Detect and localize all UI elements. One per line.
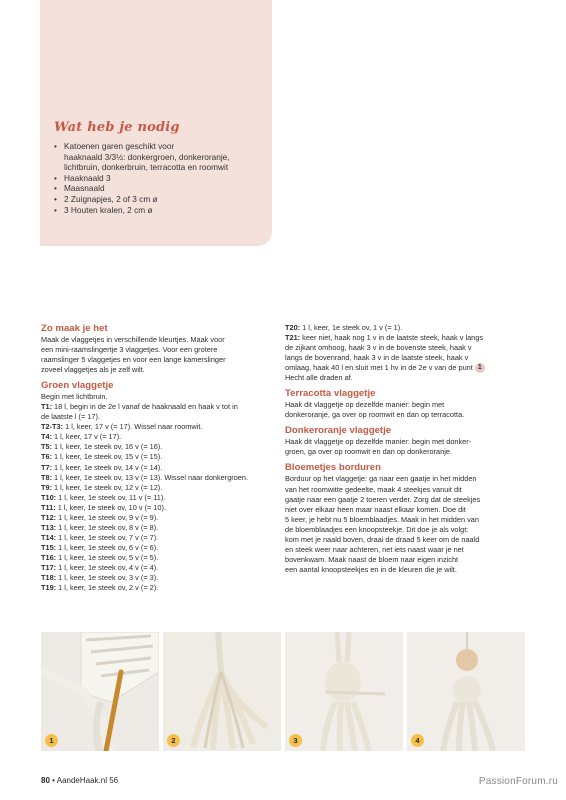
row-label: T5: [41, 442, 53, 452]
donkeroranje-line: Haak dit vlaggetje op dezelfde manier: begin met donker- [285, 437, 472, 447]
row-text: langs de bovenrand, haak 3 v in de laatste steek, haak v [285, 353, 469, 363]
intro-line: een mini-raamslingertje 3 vlaggetjes. Voor een grotere [41, 345, 218, 355]
green-start: Begin met lichtbruin. [41, 392, 108, 402]
bloem-line: van het roomwitte gedeelte, maak 4 steekjes vanuit dit [285, 484, 462, 494]
step-photo-2 [163, 632, 281, 751]
pattern-row [41, 563, 275, 573]
bead-tassel-photo [407, 632, 525, 751]
footer-bullet: • [52, 776, 55, 785]
green-heading: Groen vlaggetje [41, 380, 114, 392]
row-label: T12: [41, 512, 57, 522]
row-text: 1 l, keer, 1e steek ov, 16 v (= 16). [52, 442, 163, 452]
list-item: • Katoenen garen geschikt voor [52, 141, 267, 152]
list-item: • Maasnaald [52, 183, 267, 194]
step-number: 3 [289, 734, 302, 747]
list-item: • Haaknaald 3 [52, 173, 267, 184]
pattern-row [41, 583, 275, 593]
row-label: T6: [41, 452, 53, 462]
row-text: 1 l, keer, 1e steek ov, 4 v (= 4). [56, 562, 159, 572]
pattern-row [41, 432, 275, 442]
row-text: 1 l, keer, 1e steek ov, 13 v (= 13). Wissel naar donkergroen. [52, 472, 249, 482]
row-label: T17: [41, 562, 57, 572]
tassel-wrap-photo [285, 632, 403, 751]
materials-list [52, 141, 267, 215]
green-rows [41, 402, 275, 593]
left-column [41, 323, 275, 593]
pattern-row [41, 422, 275, 432]
row-label: T2-T3: [41, 422, 64, 432]
bloem-line: gaatje naar een gaatje 2 toeren verder. Zorg dat de steekjes [285, 494, 481, 504]
intro-line: Maak de vlaggetjes in verschillende kleurtjes. Maak voor [41, 335, 225, 344]
row-text: omlaag, haak 40 l en sluit met 1 hv in de 2e v van de punt [285, 363, 473, 373]
list-item-text: lichtbruin, donkerbruin, terracotta en roomwit [64, 162, 229, 173]
bloem-heading: Bloemetjes borduren [285, 462, 381, 474]
row-label: T18: [41, 573, 57, 583]
list-item-continued [52, 152, 267, 163]
row-label: T13: [41, 522, 57, 532]
pattern-row [41, 402, 275, 412]
row-text: 1 l, keer, 1e steek ov, 10 v (= 10). [55, 502, 166, 512]
row-label: T10: [41, 492, 57, 502]
row-label: T19: [41, 583, 57, 593]
intro-line: raamslinger 5 vlaggetjes en voor een lange kamerslinger [41, 355, 226, 365]
row-label: T11: [41, 502, 56, 512]
row-text-with-badge [285, 363, 525, 373]
row-label: T8: [41, 472, 53, 482]
row-label: T14: [41, 532, 57, 542]
bloem-line: 5 keer, je hebt nu 5 bloemblaadjes. Maak in het midden van [285, 514, 479, 524]
list-item: • 2 Zuignapjes, 2 of 3 cm ø [52, 194, 267, 205]
row-text: 1 l, keer, 17 v (= 17). Wissel naar roomwit. [63, 422, 203, 432]
step-photos [41, 632, 527, 751]
bloem-line: bovenkwam. Maak naast de bloem naar eigen inzicht [285, 554, 459, 564]
row-t20 [285, 323, 525, 333]
page-footer [41, 776, 118, 785]
step-photo-3 [285, 632, 403, 751]
row-text: 1 l, keer, 1e steek ov, 8 v (= 8). [56, 522, 159, 532]
page-number: 80 [41, 776, 50, 785]
row-text: de laatste l (= 17). [41, 412, 100, 422]
row-text: 1 l, keer, 1e steek ov, 14 v (= 14). [52, 462, 163, 472]
bloem-line: Borduur op het vlaggetje: ga naar een gaatje in het midden [285, 474, 477, 484]
bloem-line: een aantal knoopsteekjes en in de kleuren die je wilt. [285, 564, 457, 574]
step-badge: 1 [475, 363, 485, 373]
row-text: de zijkant omhoog, haak 3 v in de bovenste steek, haak v [285, 343, 472, 353]
row-text: 18 l, begin in de 2e l vanaf de haaknaald en haak v tot in [52, 402, 238, 412]
row-text: 1 l, keer, 1e steek ov, 11 v (= 11). [56, 492, 166, 502]
intro-line: zoveel vlaggetjes als je zelf wilt. [41, 365, 145, 375]
row-label: T21: [285, 333, 301, 343]
list-item-text: haaknaald 3/3½: donkergroen, donkeroranje, [64, 151, 230, 162]
bloem-line: de bloemblaadjes een knoopsteekje. Dit doe je als volgt: [285, 524, 469, 534]
watermark: PassionForum.ru [478, 776, 558, 787]
bloem-line: en steek weer naar achteren, net iets naast waar je net [285, 544, 464, 554]
pattern-row [41, 442, 275, 452]
donkeroranje-heading: Donkeroranje vlaggetje [285, 425, 392, 437]
pattern-row [41, 473, 275, 483]
step-number: 4 [411, 734, 424, 747]
step-number: 1 [45, 734, 58, 747]
step-photo-1 [41, 632, 159, 751]
pattern-row [41, 513, 275, 523]
bloem-line: niet over elkaar heen maar naast elkaar komen. Doe dit [285, 504, 466, 514]
row-label: T20: [285, 323, 301, 332]
bloem-line: kom met je naald boven, draai de draad 5 keer om de naald [285, 534, 480, 544]
pattern-row [41, 543, 275, 553]
row-label: T16: [41, 552, 57, 562]
intro-heading: Zo maak je het [41, 323, 108, 334]
footer-source: AandeHaak.nl 56 [56, 776, 119, 785]
row-text: 1 l, keer, 1e steek ov, 9 v (= 9). [56, 512, 159, 522]
row-label: T4: [41, 432, 53, 442]
row-text: 1 l, keer, 17 v (= 17). [52, 432, 122, 442]
pattern-row [41, 452, 275, 462]
row-text: 1 l, keer, 1e steek ov, 6 v (= 6). [56, 542, 159, 552]
materials-title: Wat heb je nodig [54, 120, 180, 135]
row-text: Hecht alle draden af. [285, 373, 353, 383]
step-photo-4 [407, 632, 525, 751]
pattern-row [41, 463, 275, 473]
step-number: 2 [167, 734, 180, 747]
terracotta-heading: Terracotta vlaggetje [285, 388, 376, 400]
row-text: 1 l, keer, 1e steek ov, 5 v (= 5). [56, 552, 159, 562]
row-label: T1: [41, 402, 53, 412]
row-label: T9: [41, 482, 53, 492]
right-column [285, 323, 525, 575]
row-text: 1 l, keer, 1e steek ov, 12 v (= 12). [52, 482, 163, 492]
row-text: keer niet, haak nog 1 v in de laatste steek, haak v langs [300, 333, 484, 343]
pattern-row [41, 493, 275, 503]
pattern-row [41, 573, 275, 583]
row-text: 1 l, keer, 1e steek ov, 15 v (= 15). [52, 452, 163, 462]
crochet-hook-photo [41, 632, 159, 751]
row-label: T7: [41, 462, 53, 472]
pattern-row [41, 503, 275, 513]
row-text: 1 l, keer, 1e steek ov, 7 v (= 7). [56, 532, 159, 542]
row-text: 1 l, keer, 1e steek ov, 3 v (= 3). [56, 573, 159, 583]
pattern-row [41, 412, 275, 422]
terracotta-line: donkeroranje, ga over op roomwit en dan op terracotta. [285, 410, 465, 420]
pattern-row [41, 553, 275, 563]
pattern-row [41, 483, 275, 493]
row-label: T15: [41, 542, 57, 552]
donkeroranje-line: groen, ga over op roomwit en dan op donkeroranje. [285, 447, 452, 457]
tassel-photo [163, 632, 281, 751]
list-item-continued [52, 162, 267, 173]
row-text: 1 l, keer, 1e steek ov, 2 v (= 2). [56, 583, 159, 593]
pattern-row [41, 533, 275, 543]
row-t21 [285, 333, 525, 343]
list-item: • 3 Houten kralen, 2 cm ø [52, 205, 267, 216]
pattern-row [41, 523, 275, 533]
row-text: 1 l, keer, 1e steek ov, 1 v (= 1). [300, 323, 403, 332]
terracotta-line: Haak dit vlaggetje op dezelfde manier: begin met [285, 400, 445, 410]
